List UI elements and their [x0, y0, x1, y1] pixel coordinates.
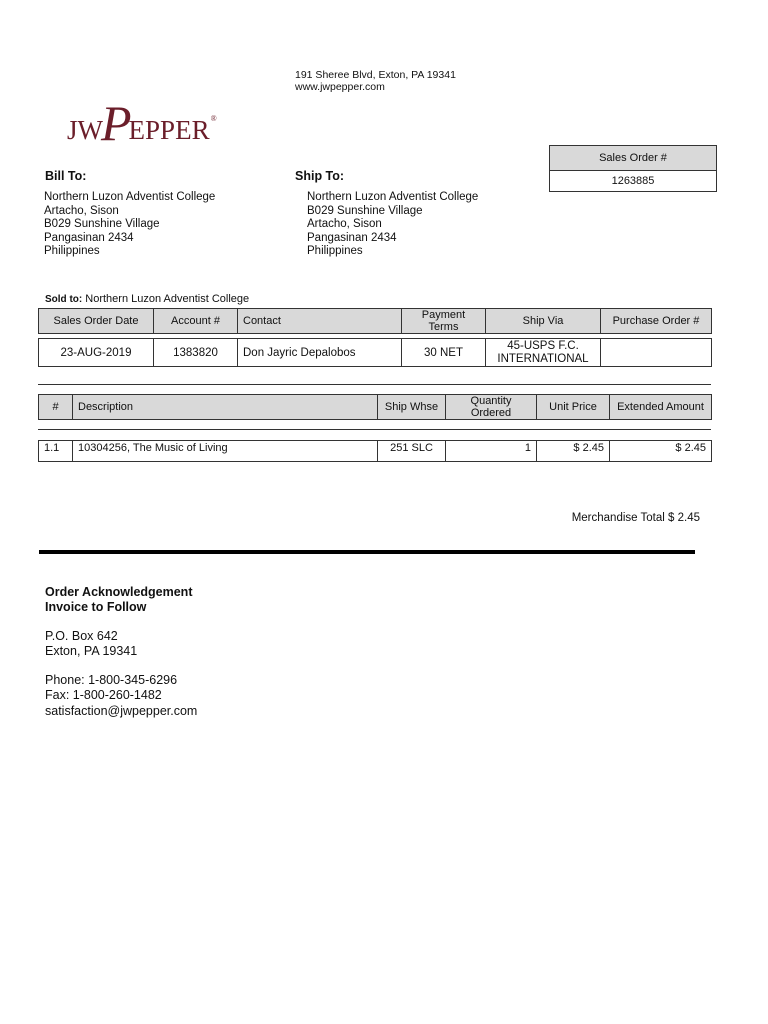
- logo-registered-mark: ®: [210, 114, 217, 123]
- ship-to-line: Pangasinan 2434: [307, 231, 397, 244]
- col-item-number: #: [39, 395, 73, 420]
- bill-to-line: Philippines: [44, 245, 100, 258]
- order-values-table: [38, 338, 712, 367]
- col-description: Description: [73, 395, 378, 420]
- ship-via-line: INTERNATIONAL: [497, 352, 589, 365]
- account-cell: 1383820: [154, 339, 238, 367]
- thick-divider: [39, 550, 695, 554]
- col-purchase-order: Purchase Order #: [601, 309, 712, 334]
- table-row: [39, 339, 712, 367]
- company-website: www.jwpepper.com: [295, 81, 385, 93]
- sold-to: [45, 293, 249, 305]
- col-ship-whse: Ship Whse: [378, 395, 446, 420]
- footer-contact: [45, 673, 197, 719]
- divider-line: [38, 384, 711, 385]
- ship-to-line: B029 Sunshine Village: [307, 204, 423, 217]
- sold-to-value: Northern Luzon Adventist College: [85, 293, 250, 305]
- col-account: Account #: [154, 309, 238, 334]
- bill-to-line: Pangasinan 2434: [44, 231, 134, 244]
- bill-to-address: [44, 191, 215, 259]
- col-payment-terms: Payment Terms: [402, 309, 486, 334]
- company-logo: [67, 88, 227, 151]
- ship-to-line: Philippines: [307, 245, 363, 258]
- col-contact: Contact: [238, 309, 402, 334]
- item-qty-cell: 1: [446, 441, 537, 462]
- items-table: [38, 440, 712, 462]
- table-header-row: [39, 309, 712, 334]
- ship-via-line: 45-USPS F.C.: [507, 339, 579, 352]
- order-date-cell: 23-AUG-2019: [39, 339, 154, 367]
- bill-to-line: Artacho, Sison: [44, 204, 119, 217]
- footer-city: Exton, PA 19341: [45, 644, 138, 659]
- logo-script-p: P: [101, 95, 132, 151]
- item-whse-cell: 251 SLC: [378, 441, 446, 462]
- payment-terms-cell: 30 NET: [402, 339, 486, 367]
- fax: Fax: 1-800-260-1482: [45, 688, 162, 703]
- sales-order-box: [549, 145, 717, 192]
- table-header-row: [39, 395, 712, 420]
- phone: Phone: 1-800-345-6296: [45, 673, 178, 687]
- logo-jw: JW: [67, 115, 103, 145]
- footer-address: [45, 629, 137, 660]
- item-extended-cell: $ 2.45: [610, 441, 712, 462]
- company-street: 191 Sheree Blvd, Exton, PA 19341: [295, 69, 456, 81]
- company-address: [295, 69, 456, 93]
- divider-line: [38, 429, 711, 430]
- col-ordered-line: Ordered: [470, 407, 512, 419]
- ship-to-line: Artacho, Sison: [307, 218, 382, 231]
- order-header-table: [38, 308, 712, 334]
- col-extended-amount: Extended Amount: [610, 395, 712, 420]
- invoice-note: Invoice to Follow: [45, 600, 147, 615]
- ship-via-cell: [486, 339, 601, 367]
- bill-to-label: Bill To:: [45, 169, 87, 183]
- merchandise-total: Merchandise Total $ 2.45: [571, 512, 700, 524]
- ship-to-line: Northern Luzon Adventist College: [307, 191, 479, 203]
- col-ship-via: Ship Via: [486, 309, 601, 334]
- table-row: [39, 441, 712, 462]
- email: satisfaction@jwpepper.com: [45, 703, 198, 718]
- items-header-table: [38, 394, 712, 420]
- col-sales-order-date: Sales Order Date: [39, 309, 154, 334]
- bill-to-line: B029 Sunshine Village: [44, 218, 160, 231]
- ship-to-address: [307, 191, 478, 259]
- purchase-order-cell: [601, 339, 712, 367]
- col-quantity-line: Quantity: [470, 395, 512, 407]
- sales-order-number: 1263885: [611, 175, 655, 187]
- order-ack: Order Acknowledgement: [45, 585, 193, 599]
- col-quantity-ordered: [446, 395, 537, 420]
- sales-order-label: Sales Order #: [550, 146, 716, 171]
- sold-to-label: Sold to:: [45, 294, 83, 305]
- footer-heading: [45, 585, 193, 616]
- col-unit-price: Unit Price: [537, 395, 610, 420]
- po-box: P.O. Box 642: [45, 629, 118, 643]
- contact-cell: Don Jayric Depalobos: [238, 339, 402, 367]
- logo-epper: EPPER: [128, 115, 210, 145]
- bill-to-line: Northern Luzon Adventist College: [44, 191, 216, 203]
- item-description-cell: 10304256, The Music of Living: [73, 441, 378, 462]
- ship-to-label: Ship To:: [295, 169, 345, 183]
- item-number-cell: 1.1: [39, 441, 73, 462]
- item-unit-price-cell: $ 2.45: [537, 441, 610, 462]
